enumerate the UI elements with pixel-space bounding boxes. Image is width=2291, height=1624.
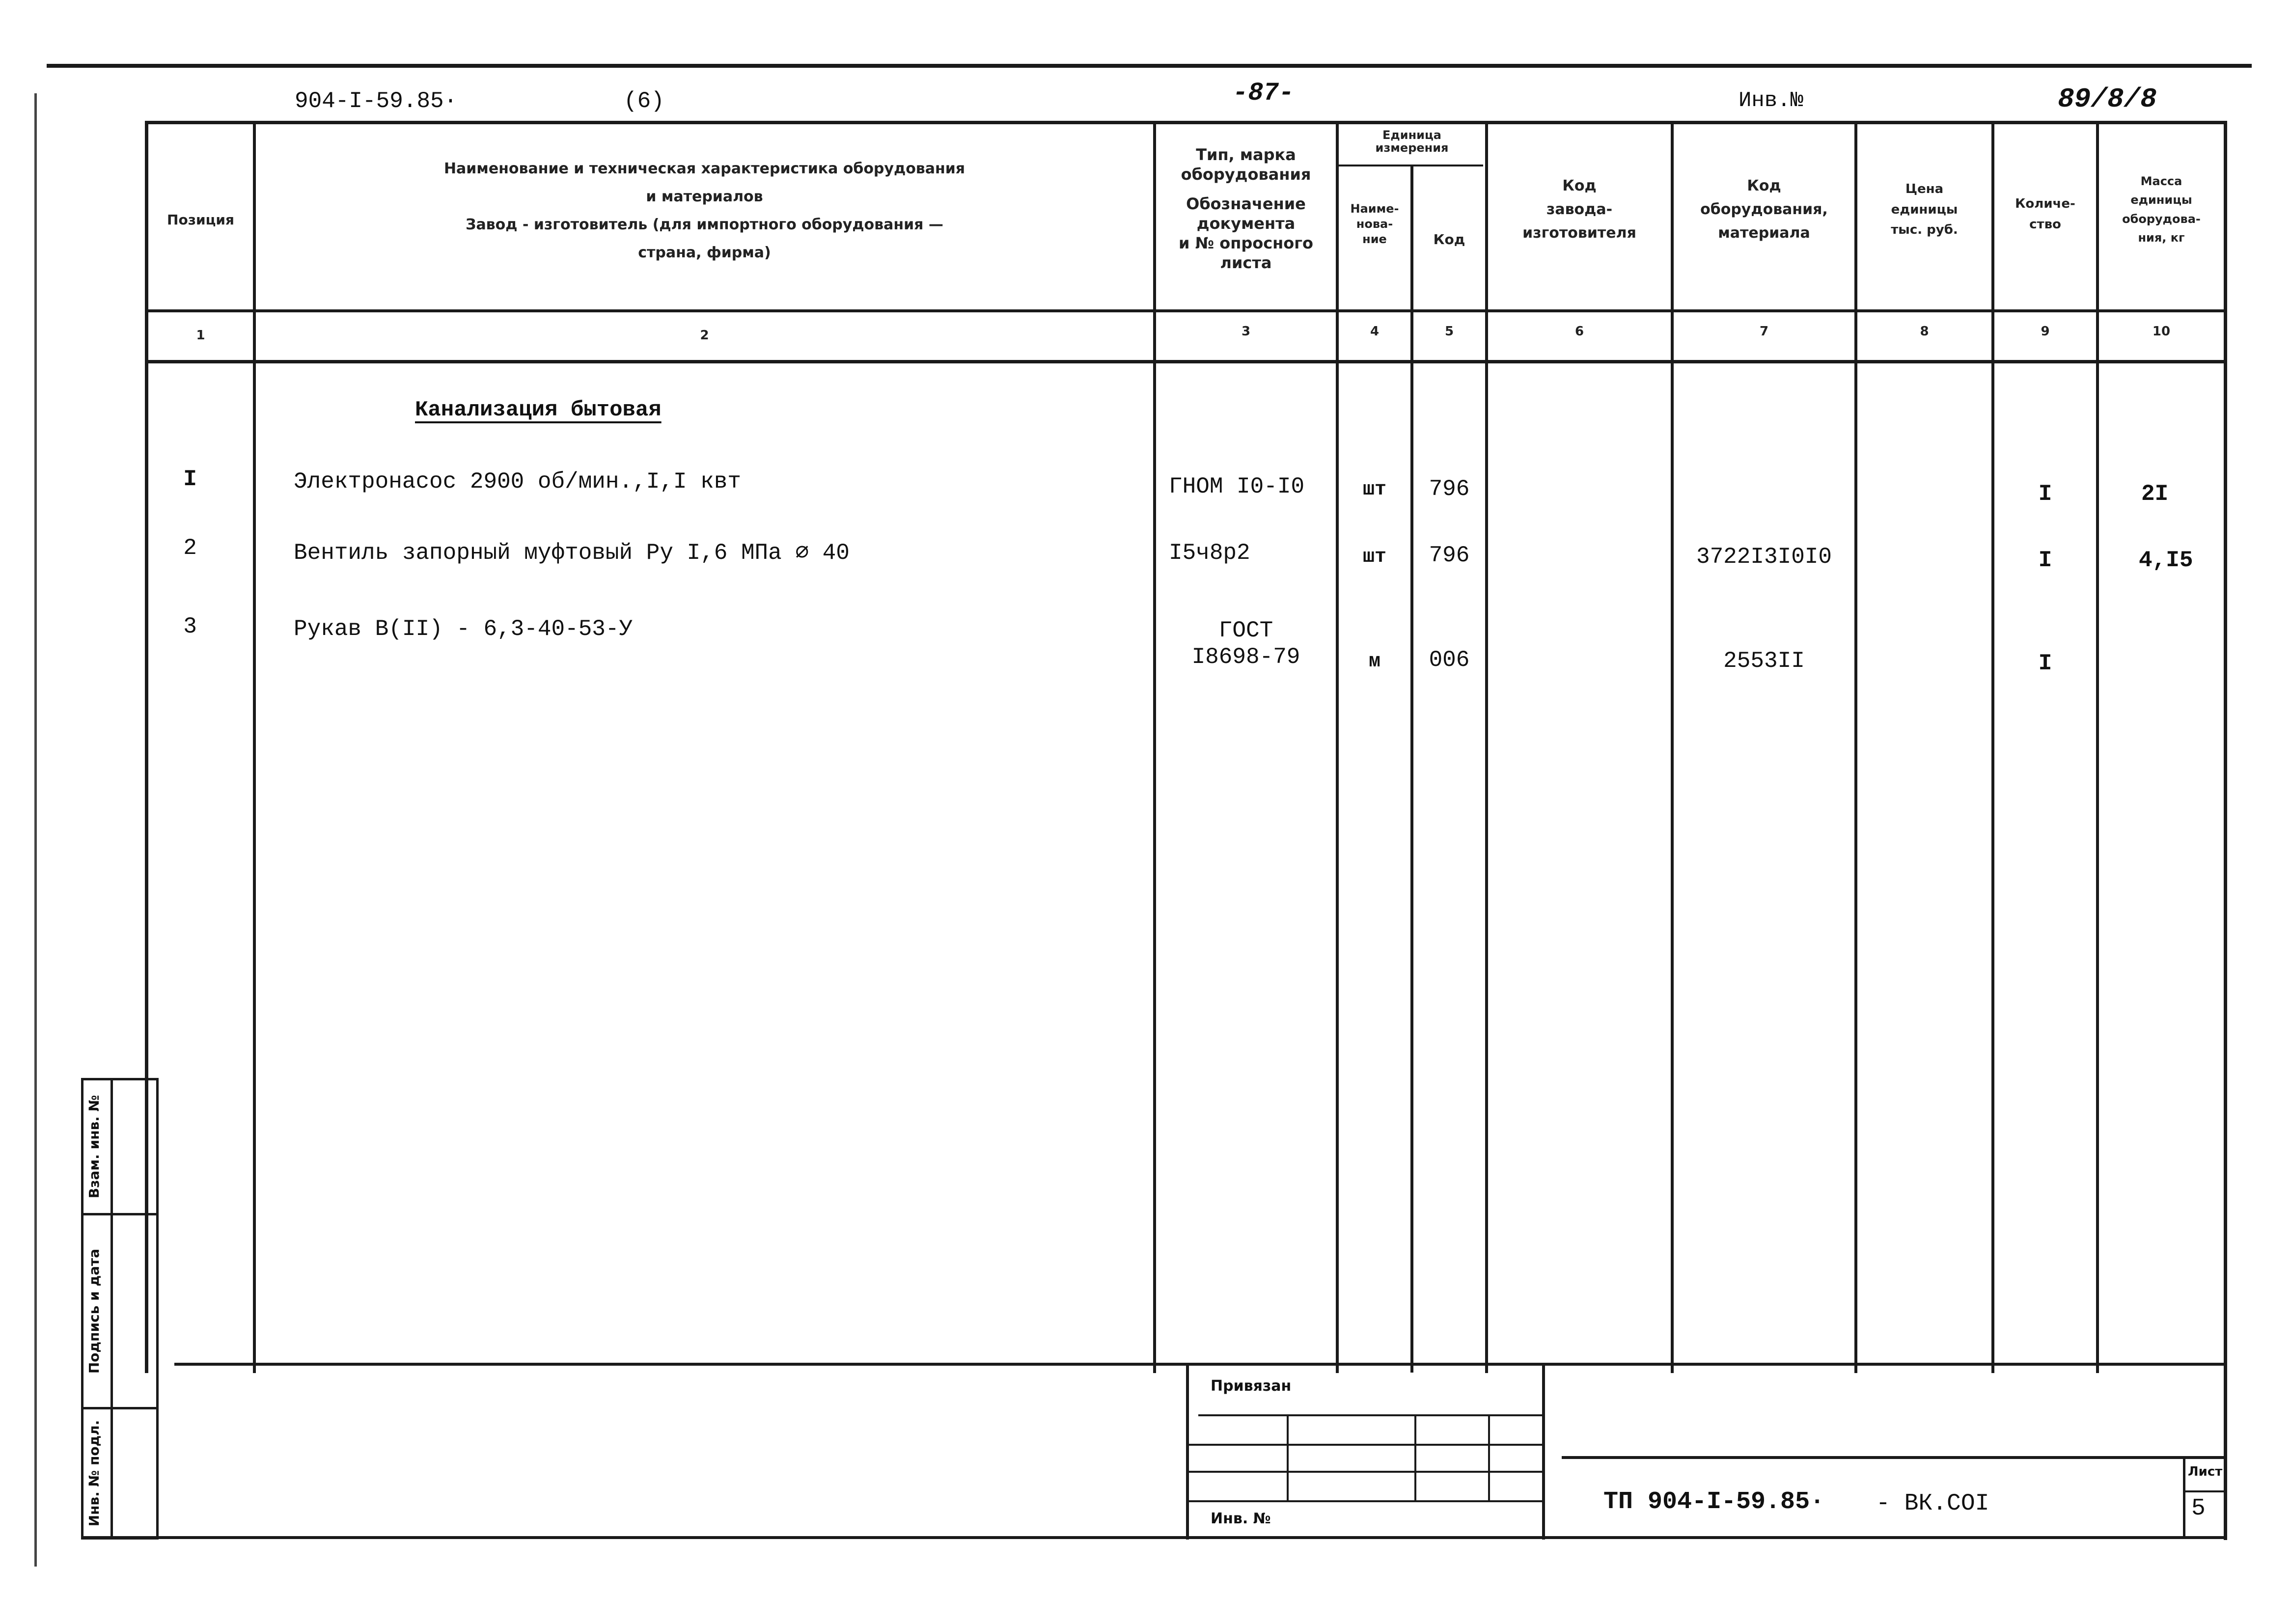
col-line-1: [253, 121, 256, 1373]
col10-line-2: единицы: [2130, 193, 2192, 207]
row-3-type-line-1: ГОСТ: [1218, 618, 1273, 643]
privyazan-vline-3: [1488, 1414, 1490, 1500]
side-stamp-right: [156, 1078, 159, 1540]
row-1-pos: I: [183, 467, 197, 492]
doc-code-top-line: [1562, 1456, 2227, 1459]
sheet-label: Лист: [2188, 1464, 2223, 1479]
unit-group-line-2: измерения: [1375, 141, 1449, 155]
col-number-7: 7: [1759, 324, 1769, 339]
col4-line-1: Наиме-: [1350, 202, 1399, 216]
col-header-5: [1413, 231, 1485, 248]
col-number-10: 10: [2152, 324, 2171, 339]
col-number-2: 2: [700, 328, 709, 343]
col-header-9: [1994, 194, 2096, 235]
col8-line-3: тыс. руб.: [1891, 222, 1958, 238]
col-header-8: [1857, 179, 1991, 241]
col-number-4: 4: [1370, 324, 1380, 339]
row-3-name: Рукав B(II) - 6,3-40-53-У: [294, 616, 633, 642]
col3-line-3: Обозначение: [1186, 194, 1306, 213]
row-3-unit-code: 006: [1429, 647, 1470, 673]
row-2-equip-code: 3722I3I0I0: [1696, 544, 1832, 570]
sheet-box-left: [2183, 1456, 2185, 1537]
inv-no-label: Инв. №: [1211, 1510, 1271, 1527]
col3-line-4: документа: [1196, 214, 1296, 233]
row-1-unit-code: 796: [1429, 476, 1470, 502]
privyazan-label: Привязан: [1211, 1377, 1292, 1395]
col6-line-1: Код: [1562, 177, 1597, 194]
row-3-type-line-2: I8698-79: [1191, 644, 1300, 670]
unit-group-header: [1339, 129, 1485, 155]
row-3-qty: I: [2038, 651, 2052, 676]
privyazan-line-4: [1189, 1500, 1542, 1502]
side-stamp-top: [81, 1078, 159, 1080]
col-line-2: [1153, 121, 1156, 1373]
row-1-name: Электронасос 2900 об/мин.,I,I квт: [294, 469, 741, 495]
numbers-bottom-line: [145, 360, 2227, 363]
col-header-2: [256, 155, 1153, 267]
row-2-qty: I: [2038, 548, 2052, 573]
col-header-1: [148, 211, 253, 229]
doc-suffix: - ВК.COI: [1876, 1490, 1989, 1517]
col-line-8: [1991, 121, 1994, 1373]
sheet-number: 5: [2191, 1495, 2206, 1522]
col10-line-1: Масса: [2140, 174, 2182, 188]
row-2-pos: 2: [183, 535, 197, 561]
sheet-in-parens: (6): [624, 88, 664, 114]
col2-line-1: Наименование и техническая характеристика оборудования: [443, 160, 966, 177]
col-header-3: [1156, 145, 1336, 273]
row-2-unit-code: 796: [1429, 543, 1470, 568]
section-title: Канализация бытовая: [415, 398, 662, 422]
table-left-border: [145, 121, 148, 1373]
row-3-unit: м: [1368, 651, 1380, 673]
col-line-5: [1485, 121, 1488, 1373]
col-number-3: 3: [1241, 324, 1251, 339]
col2-line-2: и материалов: [646, 188, 763, 205]
col6-line-2: завода-: [1546, 201, 1613, 218]
unit-group-line-1: Единица: [1382, 128, 1441, 142]
col7-line-1: Код: [1747, 177, 1781, 194]
privyazan-vline-2: [1414, 1414, 1416, 1500]
col-number-1: 1: [196, 328, 205, 343]
project-code: 904-I-59.85·: [295, 88, 458, 114]
privyazan-line-1: [1198, 1414, 1542, 1416]
left-edge-line: [34, 93, 37, 1567]
row-2-type: I5ч8р2: [1169, 540, 1250, 566]
archive-number: 89/8/8: [2058, 83, 2157, 115]
col8-line-2: единицы: [1891, 202, 1958, 217]
col-header-10: [2099, 172, 2224, 248]
table-right-border: [2224, 121, 2227, 1540]
col-header-5-text: Код: [1433, 231, 1465, 248]
row-2-mass: 4,I5: [2139, 548, 2193, 573]
col-number-6: 6: [1574, 324, 1584, 339]
col-header-1-text: Позиция: [167, 212, 234, 228]
table-bottom-line: [174, 1363, 2227, 1366]
col6-line-3: изготовителя: [1522, 224, 1636, 242]
col10-line-4: ния, кг: [2138, 231, 2185, 245]
sheet-box-divider: [2183, 1490, 2227, 1492]
row-1-unit: шт: [1362, 479, 1386, 501]
side-stamp-outer-left: [81, 1078, 83, 1540]
col4-line-2: нова-: [1356, 217, 1393, 231]
inv-label: Инв.№: [1739, 88, 1804, 113]
title-block-mid: [1542, 1363, 1545, 1540]
col3-line-2: оборудования: [1181, 165, 1311, 184]
col3-line-5: и № опросного: [1179, 234, 1313, 252]
top-border: [47, 64, 2252, 68]
col9-line-2: ство: [2029, 217, 2061, 232]
row-2-name: Вентиль запорный муфтовый Ру I,6 МПа ∅ 40: [294, 540, 850, 566]
side-stamp-div-1: [81, 1213, 159, 1215]
col8-line-1: Цена: [1905, 182, 1944, 196]
side-stamp-div-2: [81, 1407, 159, 1409]
col-line-9: [2096, 121, 2099, 1373]
col7-line-2: оборудования,: [1700, 201, 1828, 218]
side-stamp-inner-left: [110, 1078, 113, 1540]
col-header-6: [1488, 174, 1671, 245]
row-2-unit: шт: [1362, 546, 1386, 568]
col-line-4: [1410, 165, 1413, 1373]
col2-line-4: страна, фирма): [638, 244, 771, 261]
title-block-left: [1186, 1363, 1189, 1540]
row-1-qty: I: [2038, 481, 2052, 507]
row-3-pos: 3: [183, 614, 197, 639]
side-stamp-inv-podl: Инв. № подл.: [86, 1420, 102, 1527]
header-bottom-line: [145, 309, 2227, 312]
doc-code: ТП 904-I-59.85·: [1603, 1488, 1825, 1516]
col2-line-3: Завод - изготовитель (для импортного оборудования —: [466, 216, 943, 233]
table-top-border: [145, 121, 2227, 124]
col-header-7: [1674, 174, 1854, 245]
privyazan-vline-1: [1287, 1414, 1289, 1500]
col-header-4: [1339, 201, 1410, 248]
col3-line-6: листа: [1220, 253, 1272, 272]
col-line-3: [1336, 121, 1339, 1373]
col7-line-3: материала: [1718, 224, 1810, 242]
row-1-type: ГНОМ I0-I0: [1169, 474, 1305, 499]
col-line-7: [1854, 121, 1857, 1373]
page-mark: -87-: [1233, 79, 1294, 108]
col-line-6: [1671, 121, 1674, 1373]
col-number-9: 9: [2041, 324, 2050, 339]
row-3-equip-code: 2553II: [1723, 648, 1805, 674]
col-number-8: 8: [1920, 324, 1929, 339]
col10-line-3: оборудова-: [2122, 212, 2201, 226]
side-stamp-podpis-data: Подпись и дата: [86, 1248, 102, 1374]
row-1-mass: 2I: [2141, 481, 2169, 507]
col3-line-1: Тип, марка: [1196, 145, 1296, 164]
col4-line-3: ние: [1362, 232, 1387, 247]
side-stamp-vzam-inv: Взам. инв. №: [86, 1095, 102, 1199]
col9-line-1: Количе-: [2015, 196, 2075, 211]
frame-bottom-line: [81, 1536, 2227, 1539]
unit-group-divider: [1336, 165, 1483, 166]
col-number-5: 5: [1444, 324, 1454, 339]
